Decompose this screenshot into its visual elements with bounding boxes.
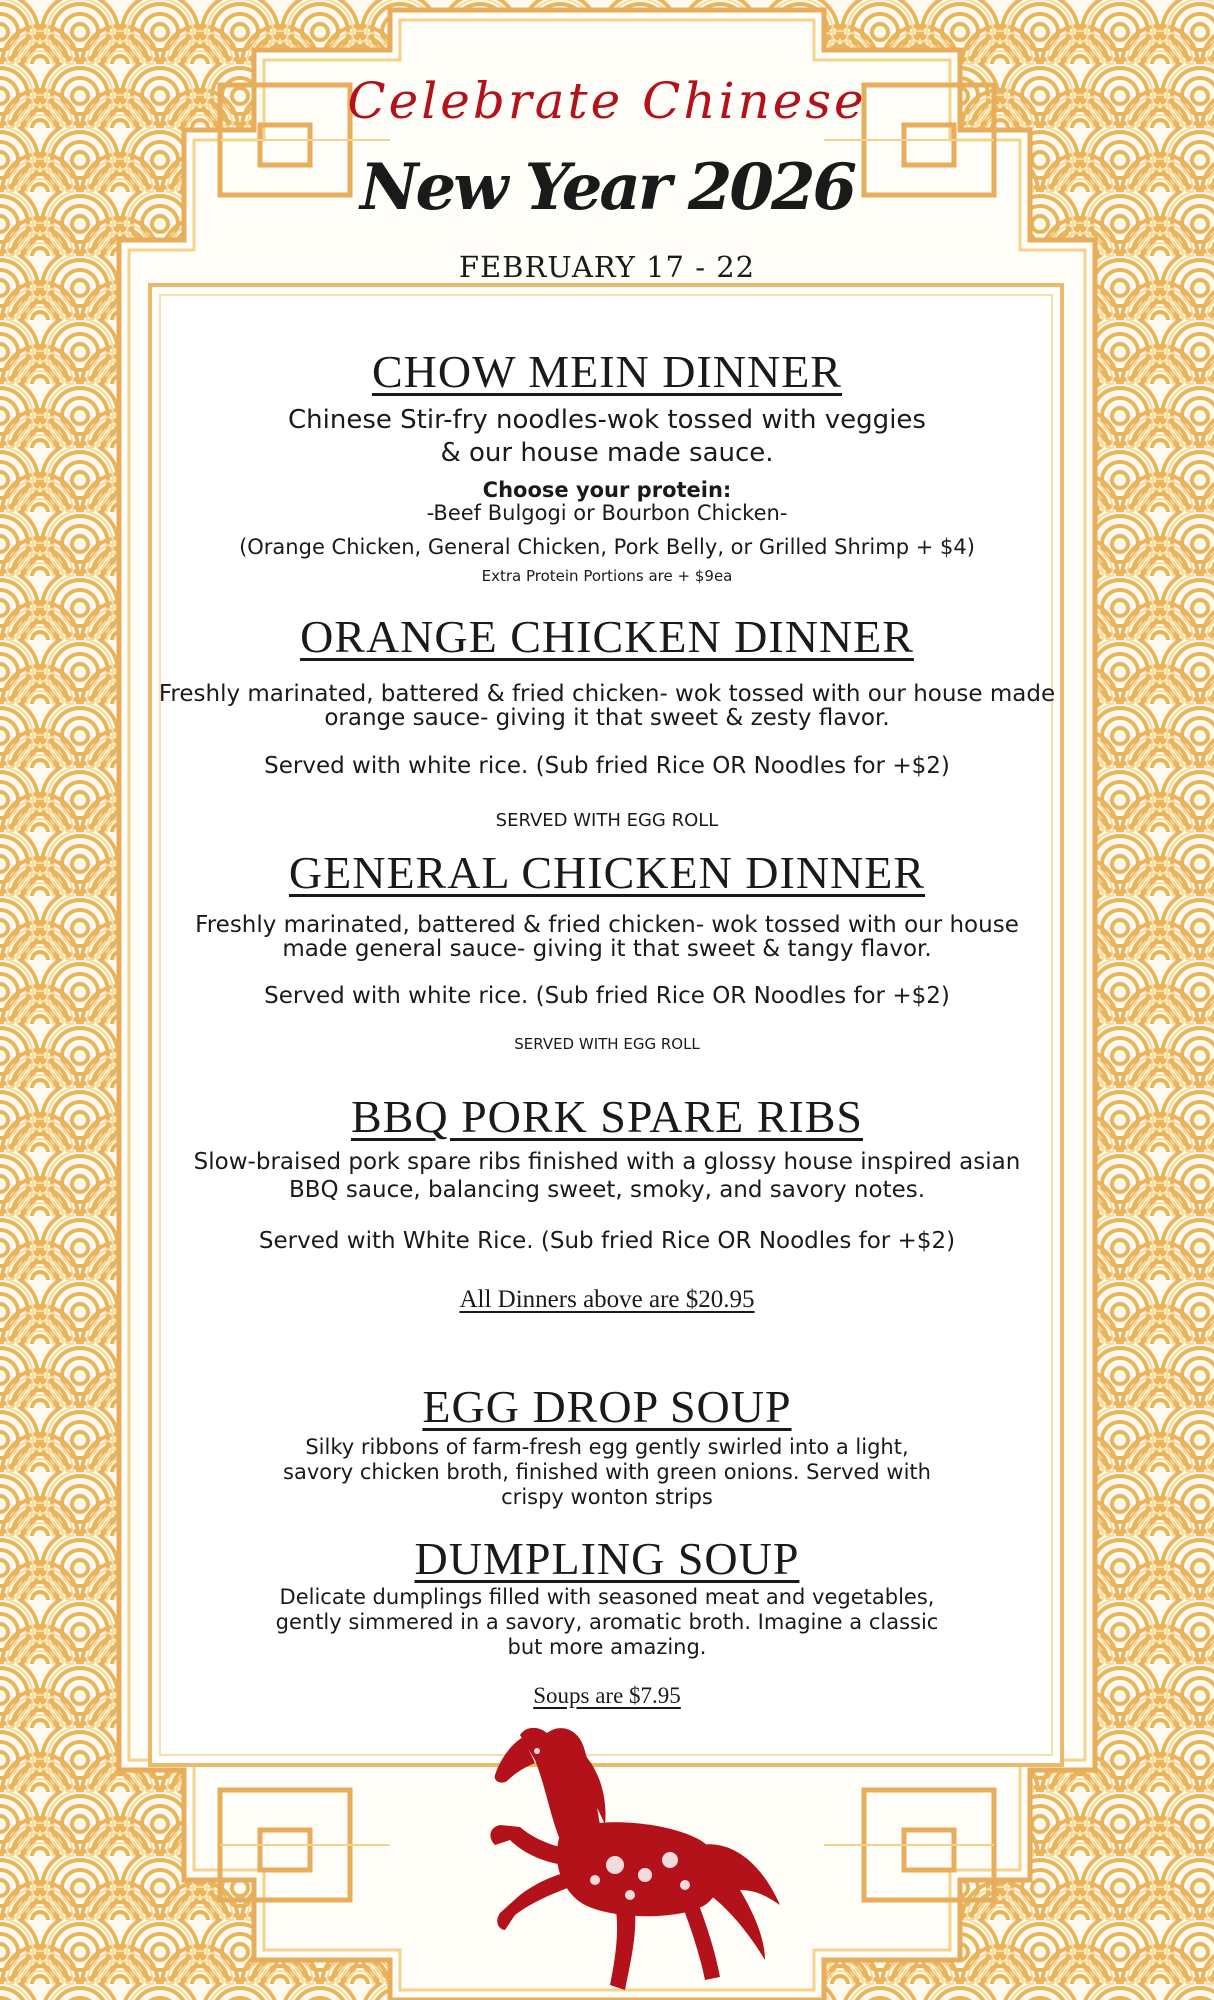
protein-heading: Choose your protein: [482, 478, 732, 502]
egg-drop-title: EGG DROP SOUP [422, 1381, 792, 1432]
extra-protein-note: Extra Protein Portions are + $9ea [481, 567, 733, 585]
general-chicken-title: GENERAL CHICKEN DINNER [288, 847, 926, 898]
egg-drop-desc-1: Silky ribbons of farm-fresh egg gently swirled into a light, [305, 1435, 909, 1459]
dumpling-title: DUMPLING SOUP [414, 1533, 800, 1584]
bbq-ribs-desc-2: BBQ sauce, balancing sweet, smoky, and savory notes. [288, 1177, 926, 1203]
orange-chicken-desc-2: orange sauce- giving it that sweet & zesty flavor. [324, 705, 890, 731]
event-dates: FEBRUARY 17 - 22 [458, 250, 756, 284]
chow-mein-desc-2: & our house made sauce. [440, 438, 774, 468]
soup-price: Soups are $7.95 [533, 1683, 681, 1708]
general-chicken-desc-2: made general sauce- giving it that sweet & tangy flavor. [282, 936, 932, 962]
general-chicken-egg-roll: SERVED WITH EGG ROLL [514, 1035, 700, 1053]
zodiac-horse-icon [465, 1715, 785, 2000]
orange-chicken-desc-1: Freshly marinated, battered & fried chicken- wok tossed with our house made [158, 681, 1056, 707]
protein-upcharge: (Orange Chicken, General Chicken, Pork Belly, or Grilled Shrimp + $4) [239, 535, 975, 559]
general-chicken-desc-1: Freshly marinated, battered & fried chicken- wok tossed with our house [195, 912, 1019, 938]
page-title: New Year 2026 [359, 150, 855, 225]
celebrate-heading: Celebrate Chinese [347, 72, 867, 130]
protein-options: -Beef Bulgogi or Bourbon Chicken- [426, 501, 788, 525]
dumpling-desc-3: but more amazing. [507, 1635, 707, 1659]
bbq-ribs-desc-1: Slow-braised pork spare ribs finished with a glossy house inspired asian [193, 1149, 1021, 1175]
orange-chicken-title: ORANGE CHICKEN DINNER [300, 611, 914, 662]
general-chicken-served: Served with white rice. (Sub fried Rice OR Noodles for +$2) [264, 983, 950, 1009]
orange-chicken-served: Served with white rice. (Sub fried Rice OR Noodles for +$2) [264, 753, 950, 779]
orange-chicken-egg-roll: SERVED WITH EGG ROLL [495, 810, 719, 831]
dinner-price: All Dinners above are $20.95 [459, 1286, 755, 1313]
dumpling-desc-1: Delicate dumplings filled with seasoned meat and vegetables, [279, 1585, 935, 1609]
chow-mein-title: CHOW MEIN DINNER [371, 346, 842, 397]
egg-drop-desc-3: crispy wonton strips [501, 1485, 713, 1509]
egg-drop-desc-2: savory chicken broth, finished with green onions. Served with [283, 1460, 931, 1484]
bbq-ribs-served: Served with White Rice. (Sub fried Rice OR Noodles for +$2) [258, 1228, 956, 1254]
bbq-ribs-title: BBQ PORK SPARE RIBS [351, 1091, 863, 1142]
chow-mein-desc-1: Chinese Stir-fry noodles-wok tossed with veggies [288, 405, 926, 435]
dumpling-desc-2: gently simmered in a savory, aromatic broth. Imagine a classic [275, 1610, 939, 1634]
